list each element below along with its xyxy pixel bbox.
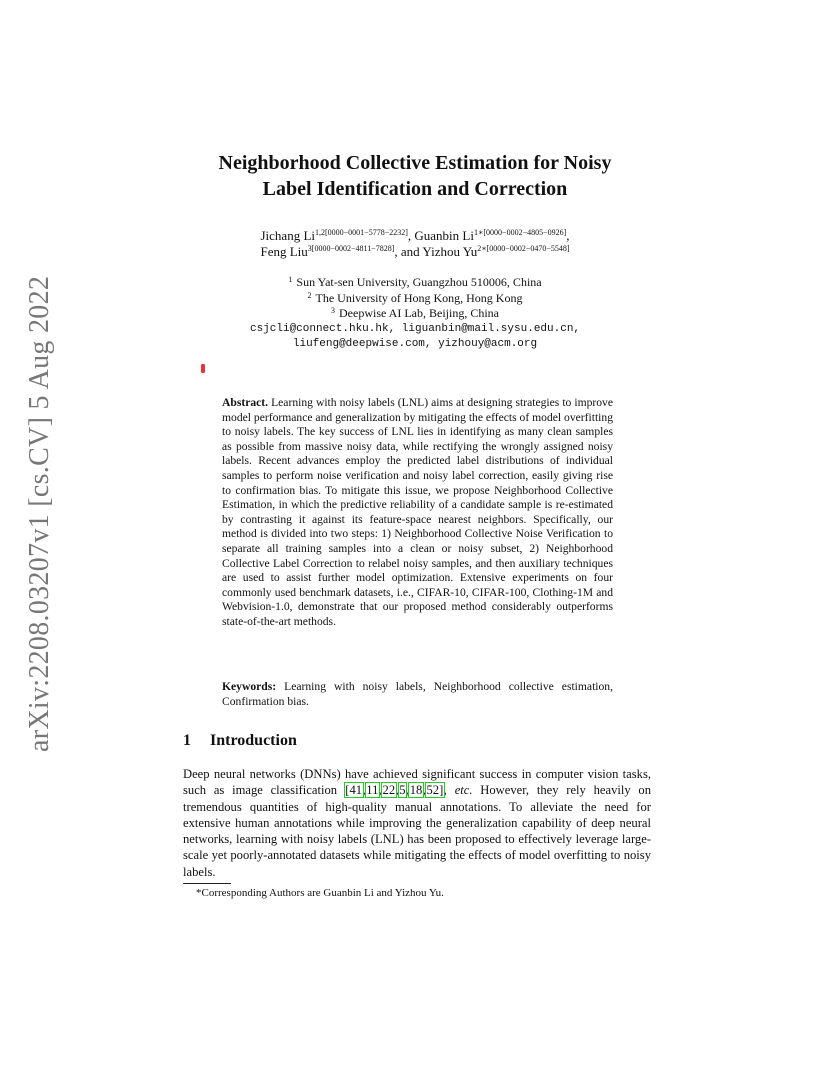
- section-title: Introduction: [210, 732, 297, 749]
- affiliation-number: 1: [288, 275, 293, 284]
- author-name: Jichang Li: [260, 228, 315, 243]
- citation-link[interactable]: [41: [345, 783, 363, 798]
- intro-text: However, they rely heavily on tremendous quantities of high-quality manual annotations. To alleviate the need for extensive human annotations while improving the generalization capability of deep neural networks, learning with noisy labels (LNL) has been proposed to effectively leverage large-scale yet poorly-annotated datasets while mitigating the effects of model overfitting to noisy labels.: [183, 783, 652, 879]
- affiliation-1: [180, 275, 650, 291]
- email-line-2: liufeng@deepwise.com, yizhouy@acm.org: [292, 338, 538, 350]
- affiliation-3: [180, 306, 650, 322]
- author-orcid: 3[0000−0002−4811−7828]: [307, 244, 395, 253]
- footnote-divider: [183, 883, 231, 884]
- keywords: [222, 680, 613, 709]
- intro-paragraph: Deep neural networks (DNNs) have achieved significant success in computer vision tasks, such as image classification [41,11,22,5,18,52], etc. However, they rely heavily on tremendous quantities of high-quality manual annotations. To alleviate the need for extensive human annotations while improving the generalization capability of deep neural networks, learning with noisy labels (LNL) has been proposed to effectively leverage large-scale yet poorly-annotated datasets while mitigating the effects of model overfitting to noisy labels.: [183, 767, 652, 879]
- author-line-1: Jichang $Li^{1,2[0000-0001-5778-2232]}$, Guanbin $Li^{1∗[0000-0002-4805-0926]}$,: [260, 228, 570, 243]
- abstract-text: Learning with noisy labels (LNL) aims at designing strategies to improve model performance and generalization by mitigating the effects of model overfitting to noisy labels. The key success of LNL lies in identifying as many clean samples as possible from massive noisy data, while rectifying the wrongly assigned noisy labels. Recent advances employ the predicted label distributions of individual samples to perform noise verification and noisy label correction, easily giving rise to confirmation bias. To mitigate this issue, we propose Neighborhood Collective Estimation, in which the predictive reliability of a candidate sample is re-estimated by contrasting it against its feature-space nearest neighbors. Specifically, our method is divided into two steps: 1) Neighborhood Collective Noise Verification to separate all training samples into a clean or noisy subset, 2) Neighborhood Collective Label Correction to relabel noisy samples, and then auxiliary techniques are used to assist further model optimization. Extensive experiments on four commonly used benchmark datasets, i.e., CIFAR-10, CIFAR-100, Clothing-1M and Webvision-1.0, demonstrate that our proposed method considerably outperforms state-of-the-art methods.: [222, 396, 613, 628]
- affiliation-number: 3: [331, 306, 336, 315]
- section-heading: [183, 731, 653, 751]
- author-conjunction: , and: [394, 244, 423, 259]
- paper-title: [160, 150, 670, 202]
- author-orcid: 1∗[0000−0002−4805−0926]: [473, 228, 567, 237]
- annotation-marker-icon: [201, 364, 205, 373]
- affiliation-2: [180, 291, 650, 307]
- affiliations: [180, 275, 650, 353]
- author-name: Yizhou Yu: [422, 244, 478, 259]
- abstract: [222, 396, 613, 630]
- keywords-text: Learning with noisy labels, Neighborhood collective estimation, Confirmation bias.: [222, 680, 613, 708]
- affiliation-text: Sun Yat-sen University, Guangzhou 510006, China: [296, 275, 542, 289]
- author-list: [180, 228, 650, 260]
- author-name: Feng Liu: [260, 244, 308, 259]
- arxiv-identifier: arXiv:2208.03207v1 [cs.CV] 5 Aug 2022: [24, 275, 55, 752]
- author-line-2: [180, 244, 650, 260]
- author-orcid: 2∗[0000−0002−0470−5548]: [477, 244, 570, 253]
- citation-link[interactable]: 5: [399, 783, 406, 798]
- title-line-1: Neighborhood Collective Estimation for Noisy: [218, 152, 612, 174]
- section-number: 1: [183, 732, 191, 749]
- author-orcid: 1,2[0000−0001−5778−2232]: [315, 228, 408, 237]
- title-line-2: Label Identification and Correction: [262, 178, 568, 200]
- intro-text: Deep neural networks (DNNs) have achieved significant success in computer vision tasks, such as image classification: [183, 767, 651, 798]
- citation-link[interactable]: 18: [409, 783, 423, 798]
- affiliation-number: 2: [307, 290, 312, 300]
- citation-link[interactable]: 22: [382, 783, 396, 798]
- abstract-label: Abstract.: [222, 396, 269, 409]
- author-name: Guanbin Li: [414, 228, 474, 243]
- intro-emphasis: etc.: [454, 783, 473, 798]
- email-line-1: csjcli@connect.hku.hk, liguanbin@mail.sysu.edu.cn,: [249, 322, 581, 335]
- keywords-label: Keywords:: [222, 680, 277, 693]
- affiliation-text: The University of Hong Kong, Hong Kong: [315, 290, 523, 305]
- citation-link[interactable]: 11: [366, 783, 379, 798]
- footnote: *Corresponding Authors are Guanbin Li and Yizhou Yu.: [196, 887, 444, 899]
- affiliation-text: Deepwise AI Lab, Beijing, China: [339, 306, 499, 320]
- citation-link[interactable]: 52]: [426, 783, 444, 798]
